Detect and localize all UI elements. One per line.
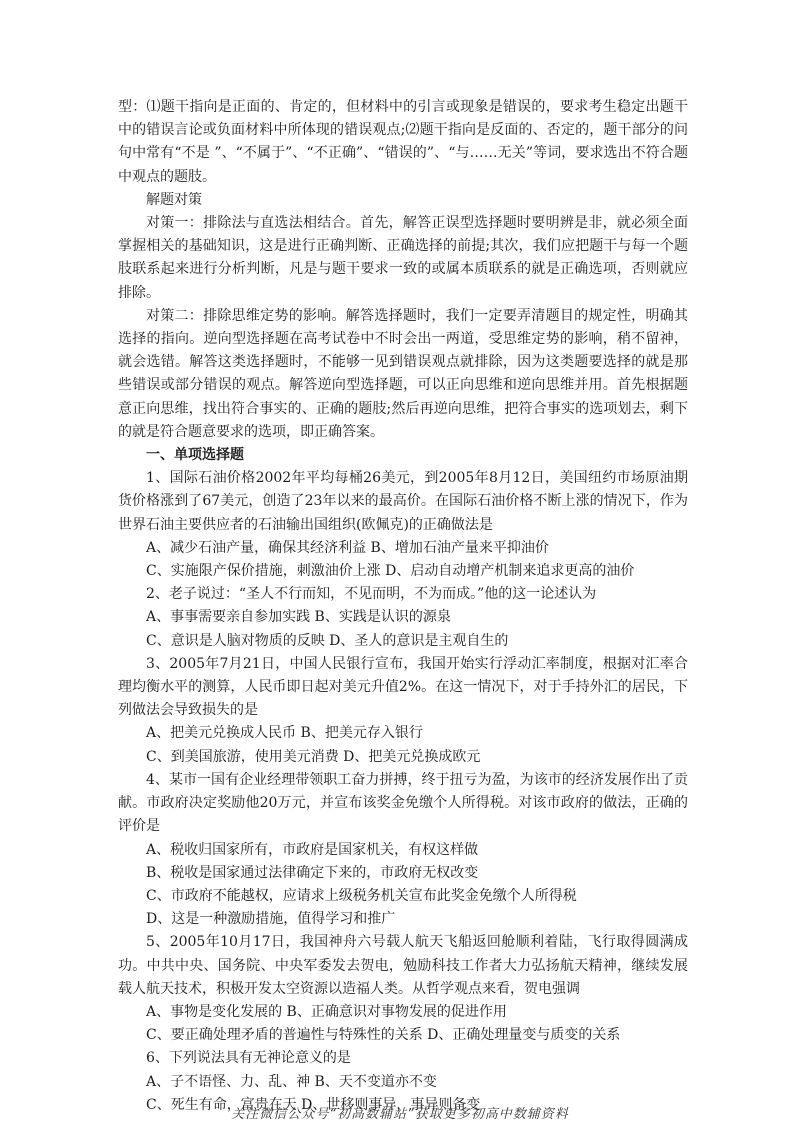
document-body <box>118 96 688 1117</box>
paragraph: 1、国际石油价格2002年平均每桶26美元，到2005年8月12日，美国纽约市场原油期货价格涨到了67美元，创造了23年以来的最高价。在国际石油价格不断上涨的情况下，作为世界石油主要供应者的石油输出国组织(欧佩克)的正确做法是 <box>118 470 688 533</box>
paragraph: 6、下列说法具有无神论意义的是 <box>146 1050 351 1067</box>
paragraph: A、税收归国家所有，市政府是国家机关，有权这样做 <box>146 841 479 858</box>
paragraph: 型：⑴题干指向是正面的、肯定的，但材料中的引言或现象是错误的，要求考生稳定出题干中的错误言论或负面材料中所体现的错误观点;⑵题干指向是反面的、否定的，题干部分的问句中常有“不是 ”、“不属于”、“不正确”、“错误的”、“与……无关”等词，要求选出不符合题中观点的题肢。 <box>118 99 688 185</box>
paragraph: C、到美国旅游，使用美元消费 D、把美元兑换成欧元 <box>146 748 481 765</box>
paragraph: A、子不语怪、力、乱、神 B、天不变道亦不变 <box>146 1073 437 1090</box>
paragraph: 4、某市一国有企业经理带领职工奋力拼搏，终于扭亏为盈，为该市的经济发展作出了贡献。市政府决定奖励他20万元，并宣布该奖金免缴个人所得税。对该市政府的做法，正确的评价是 <box>118 771 688 835</box>
paragraph: A、事事需要亲自参加实践 B、实践是认识的源泉 <box>146 609 451 626</box>
paragraph: A、事物是变化发展的 B、正确意识对事物发展的促进作用 <box>146 1003 507 1020</box>
paragraph: 3、2005年7月21日，中国人民银行宣布，我国开始实行浮动汇率制度，根据对汇率合理均衡水平的测算，人民币即日起对美元升值2%。在这一情况下，对于手持外汇的居民，下列做法会导致损失的是 <box>118 655 688 719</box>
paragraph: 5、2005年10月17日，我国神舟六号载人航天飞船返回舱顺利着陆，飞行取得圆满成功。中共中央、国务院、中央军委发去贺电，勉励科技工作者大力弘扬航天精神，继续发展载人航天技术，积极开发太空资源以造福人类。从哲学观点来看，贺电强调 <box>118 934 688 997</box>
paragraph: C、死生有命，富贵在天 D、世移则事异，事异则备变 <box>146 1096 481 1113</box>
section-heading: 一、单项选择题 <box>146 447 244 464</box>
paragraph: 解题对策 <box>146 191 202 208</box>
page-footer: 关注微信公众号“初高数辅站”获取更多初高中数辅资料 <box>231 1107 569 1122</box>
paragraph: B、税收是国家通过法律确定下来的，市政府无权改变 <box>146 864 479 881</box>
paragraph: D、这是一种激励措施，值得学习和推广 <box>146 911 396 928</box>
paragraph: 2、老子说过：“圣人不行而知，不见而明，不为而成。”他的这一论述认为 <box>146 586 597 603</box>
paragraph: C、市政府不能越权，应请求上级税务机关宣布此奖金免缴个人所得税 <box>146 887 577 904</box>
paragraph: C、要正确处理矛盾的普遍性与特殊性的关系 D、正确处理量变与质变的关系 <box>146 1027 621 1044</box>
paragraph: A、减少石油产量，确保其经济利益 B、增加石油产量来平抑油价 <box>146 539 549 556</box>
paragraph: C、实施限产保价措施，刺激油价上涨 D、启动自动增产机制来追求更高的油价 <box>146 563 635 580</box>
paragraph: A、把美元兑换成人民币 B、把美元存入银行 <box>146 725 423 742</box>
paragraph: 对策一：排除法与直选法相结合。首先，解答正误型选择题时要明辨是非，就必须全面掌握相关的基础知识，这是进行正确判断、正确选择的前提;其次，我们应把题干与每一个题肢联系起来进行分析判断，凡是与题干要求一致的或属本质联系的就是正确选项，否则就应排除。 <box>118 215 688 301</box>
paragraph: 对策二：排除思维定势的影响。解答选择题时，我们一定要弄清题目的规定性，明确其选择的指向。逆向型选择题在高考试卷中不时会出一两道，受思维定势的影响，稍不留神，就会选错。解答这类选择题时，不能够一见到错误观点就排除，因为这类题要选择的就是那些错误或部分错误的观点。解答逆向型选择题，可以正向思维和逆向思维并用。首先根据题意正向思维，找出符合事实的、正确的题肢;然后再逆向思维，把符合事实的选项划去，剩下的就是符合题意要求的选项，即正确答案。 <box>118 307 688 440</box>
paragraph: C、意识是人脑对物质的反映 D、圣人的意识是主观自生的 <box>146 632 509 649</box>
